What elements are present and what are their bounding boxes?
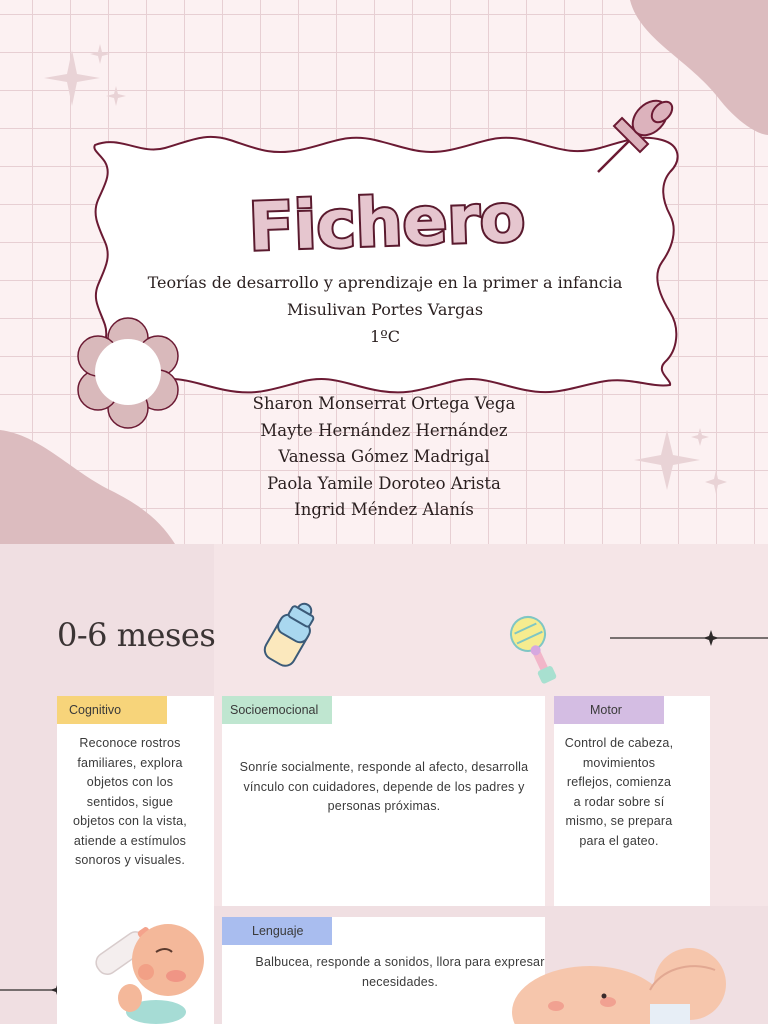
author-name: Vanessa Gómez Madrigal	[278, 447, 490, 466]
stage-slide	[0, 544, 768, 1024]
baby-feeding-icon	[86, 916, 216, 1024]
cover-subtitle: Teorías de desarrollo y aprendizaje en la primer a infancia	[147, 273, 623, 292]
author-name: Mayte Hernández Hernández	[260, 420, 508, 440]
author-name: Ingrid Méndez Alanís	[294, 500, 474, 519]
card-text-socioemocional: Sonríe socialmente, responde al afecto, desarrolla vínculo con cuidadores, depende de los padres y personas próximas.	[239, 760, 529, 813]
rattle-icon	[506, 608, 576, 692]
authors-list	[184, 391, 584, 524]
tag-cognitivo: Cognitivo	[57, 696, 167, 724]
card-text-cognitivo: Reconoce rostros familiares, explora objetos con los sentidos, sigue objetos con la vista, atiende a estímulos sonoros y visuales.	[73, 736, 187, 867]
cover-group: 1ºC	[370, 327, 400, 346]
cover-title: Fichero	[247, 179, 527, 266]
author-name: Paola Yamile Doroteo Arista	[267, 473, 501, 493]
card-text-lenguaje: Balbucea, responde a sonidos, llora para expresar necesidades.	[255, 955, 545, 989]
baby-lying-icon	[500, 940, 768, 1024]
stage-title: 0-6 meses	[57, 616, 216, 654]
tag-lenguaje: Lenguaje	[222, 917, 332, 945]
cover-teacher: Misulivan Portes Vargas	[286, 300, 484, 319]
baby-bottle-icon	[252, 592, 332, 672]
card-text-motor: Control de cabeza, movimientos reflejos, comienza a rodar sobre sí mismo, se prepara para el gateo.	[564, 736, 674, 848]
author-name: Sharon Monserrat Ortega Vega	[252, 394, 516, 413]
tag-socioemocional: Socioemocional	[222, 696, 332, 724]
tag-motor: Motor	[554, 696, 664, 724]
